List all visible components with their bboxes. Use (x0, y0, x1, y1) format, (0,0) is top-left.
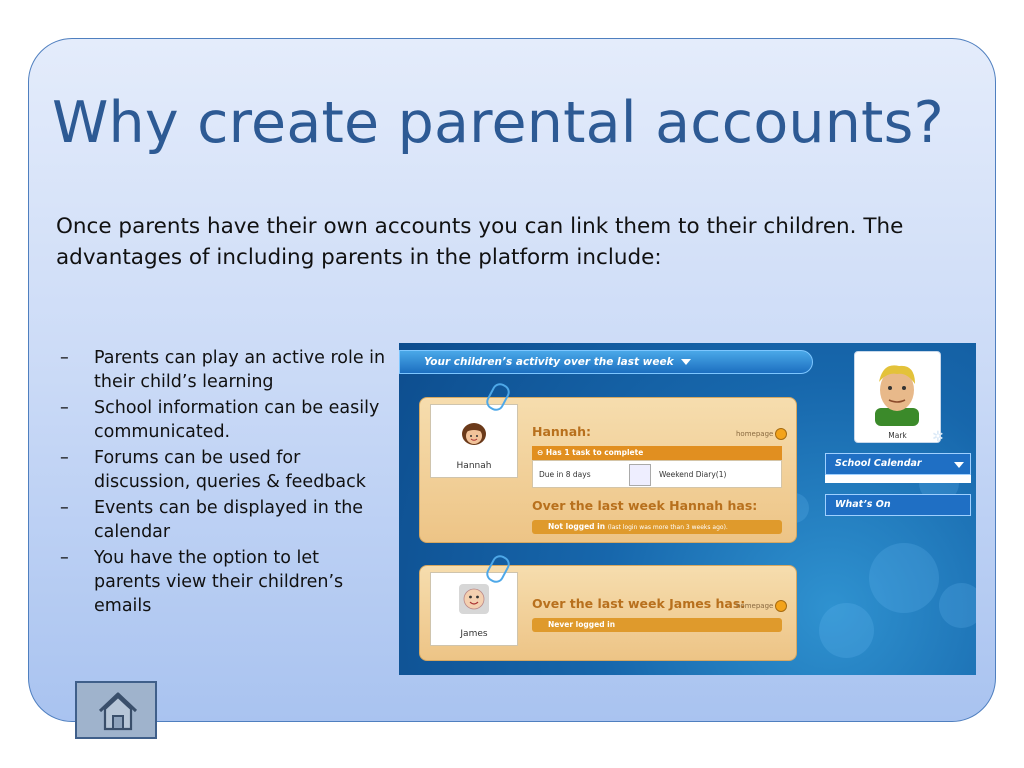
homepage-link[interactable]: homepage (736, 600, 787, 612)
slide-title: Why create parental accounts? (52, 90, 944, 156)
list-item: – Parents can play an active role in their child’s learning (60, 348, 386, 392)
parent-portal-screenshot (399, 343, 976, 675)
child-name: James (460, 629, 488, 639)
avatar (430, 572, 518, 646)
chevron-down-icon (954, 462, 964, 468)
list-item: – Events can be displayed in the calendar (60, 498, 364, 542)
task-header: ⊖ Has 1 task to complete (532, 446, 782, 460)
avatar (430, 404, 518, 478)
week-heading: Over the last week James has: (532, 596, 746, 611)
intro-paragraph: Once parents have their own accounts you can link them to their children. The advantages of including parents in the platform include: (56, 214, 904, 270)
diary-icon (629, 464, 651, 486)
list-item: – Forums can be used for discussion, queries & feedback (60, 448, 366, 492)
profile-name: Mark (888, 431, 907, 440)
list-item: – You have the option to let parents view their children’s emails (60, 548, 344, 616)
task-row[interactable]: Due in 8 days Weekend Diary(1) (532, 460, 782, 488)
home-button[interactable] (75, 681, 157, 739)
child-heading: Hannah: (532, 424, 592, 439)
chevron-down-icon (681, 359, 691, 365)
gear-icon[interactable]: ✲ (932, 429, 944, 445)
activity-dropdown[interactable]: Your children’s activity over the last week (399, 350, 813, 374)
week-heading: Over the last week Hannah has: (532, 498, 758, 513)
whats-on-button[interactable]: What’s On (825, 494, 971, 516)
arrow-right-icon (775, 428, 787, 440)
boy-avatar-icon (458, 583, 490, 615)
home-icon (96, 689, 140, 733)
child-card-hannah (419, 397, 797, 543)
status-badge: Never logged in (532, 618, 782, 632)
child-card-james (419, 565, 797, 661)
list-item: – School information can be easily communicated. (60, 398, 380, 442)
calendar-panel (825, 475, 971, 483)
school-calendar-button[interactable]: School Calendar (825, 453, 971, 475)
child-name: Hannah (456, 461, 492, 471)
girl-avatar-icon (459, 419, 489, 449)
status-badge: Not logged in (last login was more than 3 weeks ago). (532, 520, 782, 534)
advantages-list (60, 346, 390, 620)
arrow-right-icon (775, 600, 787, 612)
profile-card[interactable] (854, 351, 941, 443)
homepage-link[interactable]: homepage (736, 428, 787, 440)
parent-avatar-icon (867, 358, 927, 426)
